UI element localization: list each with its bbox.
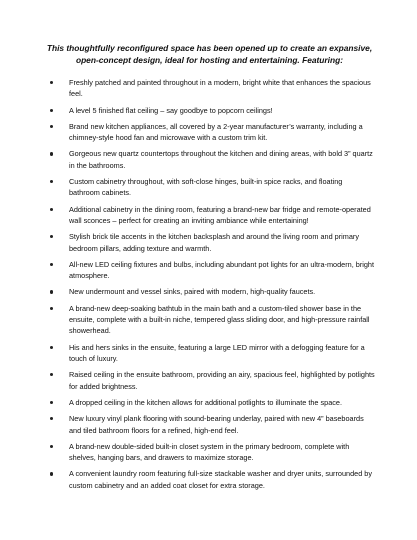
- feature-text: Brand new kitchen appliances, all covered by a 2-year manufacturer’s warranty, including a chimney-style hood fan and microwave with a custom trim kit.: [69, 121, 363, 143]
- bullet-icon: [50, 81, 53, 84]
- bullet-icon: [50, 417, 53, 420]
- feature-item: [44, 176, 375, 199]
- feature-text: Additional cabinetry in the dining room, featuring a brand-new bar fridge and remote-operated wall sconces – perfect for creating an inviting ambiance while entertaining!: [69, 204, 371, 226]
- feature-item: [44, 441, 375, 464]
- bullet-icon: [50, 263, 53, 266]
- bullet-icon: [50, 235, 53, 238]
- feature-item: [44, 105, 375, 116]
- bullet-icon: [50, 401, 53, 404]
- bullet-icon: [50, 445, 53, 448]
- bullet-icon: [50, 180, 53, 183]
- feature-text: A brand-new deep-soaking bathtub in the main bath and a custom-tiled shower base in the ensuite, complete with a built-in niche, tempered glass sliding door, and high-pressure rainfall showerhead.: [69, 303, 370, 336]
- bullet-icon: [50, 346, 53, 349]
- feature-text: A brand-new double-sided built-in closet system in the primary bedroom, complete with shelves, hanging bars, and drawers to maximize storage.: [69, 441, 350, 463]
- feature-text: Gorgeous new quartz countertops throughout the kitchen and dining areas, with bold 3” quartz in the bathrooms.: [69, 149, 373, 170]
- bullet-icon: [50, 109, 53, 112]
- feature-item: [44, 204, 375, 227]
- feature-text: Stylish brick tile accents in the kitchen backsplash and around the living room and primary bedroom pillars, adding texture and warmth.: [69, 232, 359, 253]
- bullet-icon: [50, 208, 53, 211]
- feature-text: New undermount and vessel sinks, paired with modern, high-quality faucets.: [69, 287, 316, 297]
- bullet-icon: [50, 152, 53, 155]
- feature-text: Custom cabinetry throughout, with soft-close hinges, built-in spice racks, and floating bathroom cabinets.: [69, 177, 343, 198]
- feature-item: [44, 397, 375, 408]
- feature-text: A level 5 finished flat ceiling – say goodbye to popcorn ceilings!: [69, 105, 273, 115]
- feature-item: [44, 413, 375, 436]
- feature-item: [44, 369, 375, 392]
- bullet-icon: [50, 290, 53, 293]
- feature-item: [44, 286, 375, 297]
- feature-text: New luxury vinyl plank flooring with sound-bearing underlay, paired with new 4” baseboards and tiled bathroom floors for a refined, high-end feel.: [69, 414, 364, 435]
- feature-item: [44, 77, 375, 100]
- feature-text: Raised ceiling in the ensuite bathroom, providing an airy, spacious feel, highlighted by potlights for added brightness.: [69, 370, 375, 391]
- bullet-icon: [50, 307, 53, 310]
- feature-item: [44, 121, 375, 144]
- feature-item: [44, 231, 375, 254]
- feature-text: His and hers sinks in the ensuite, featuring a large LED mirror with a defogging feature for a touch of luxury.: [69, 342, 365, 364]
- feature-item: [44, 303, 375, 337]
- feature-text: Freshly patched and painted throughout in a modern, bright white that enhances the spacious feel.: [69, 78, 371, 99]
- feature-text: All-new LED ceiling fixtures and bulbs, including abundant pot lights for an ultra-modern, bright atmosphere.: [69, 259, 375, 281]
- bullet-icon: [50, 472, 53, 475]
- feature-item: [44, 148, 375, 171]
- document-heading: This thoughtfully reconfigured space has been opened up to create an expansive, open-concept design, ideal for hosting and entertaining. Featuring:: [46, 43, 373, 65]
- bullet-icon: [50, 125, 53, 128]
- feature-text: A convenient laundry room featuring full-size stackable washer and dryer units, surrounded by custom cabinetry and an added coat closet for extra storage.: [69, 469, 372, 490]
- feature-text: A dropped ceiling in the kitchen allows for additional potlights to illuminate the space.: [69, 397, 342, 407]
- feature-item: [44, 259, 375, 282]
- feature-item: [44, 468, 375, 491]
- bullet-icon: [50, 373, 53, 376]
- feature-item: [44, 342, 375, 365]
- feature-list: [44, 77, 375, 491]
